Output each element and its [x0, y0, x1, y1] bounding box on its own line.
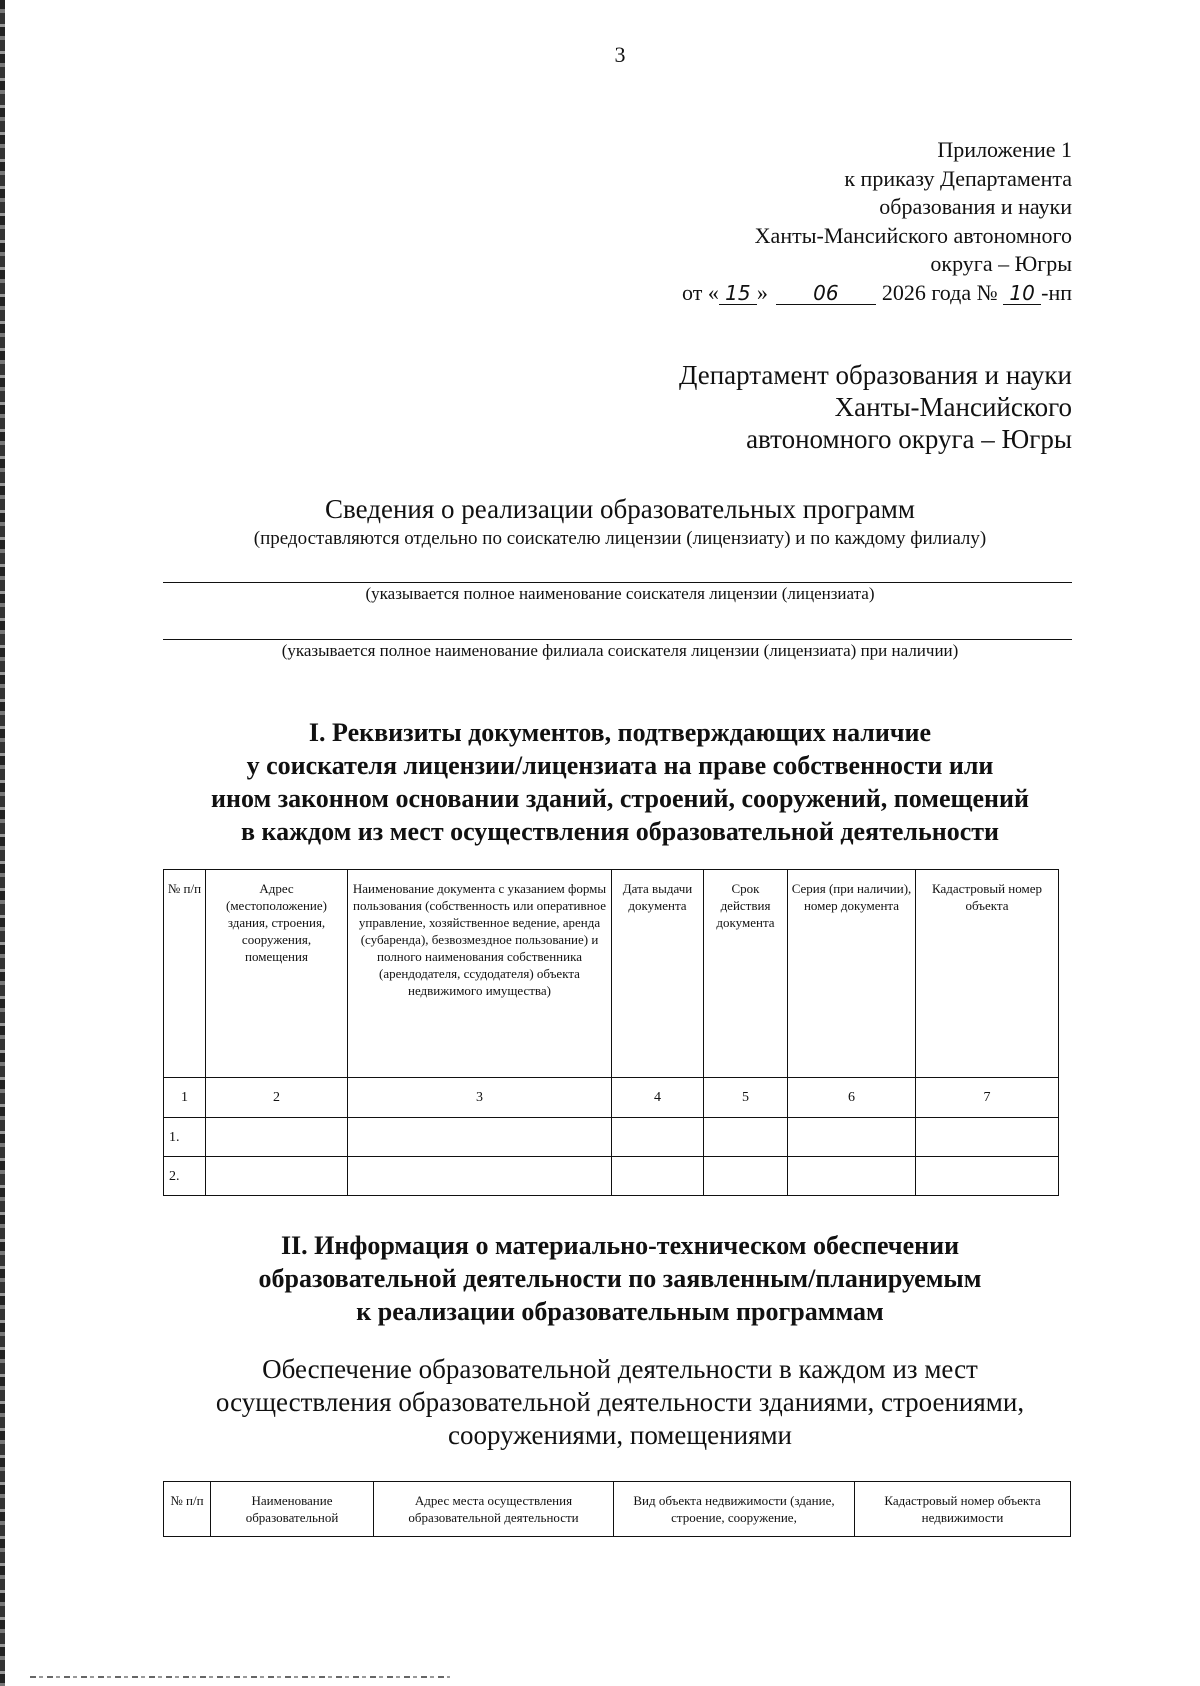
column-number: 6	[788, 1078, 916, 1118]
premises-provision-table	[163, 1481, 1071, 1537]
table-cell	[348, 1118, 612, 1157]
branch-name-line	[163, 639, 1072, 640]
header-cell-number: № п/п	[164, 1482, 211, 1537]
header-cell-activity-address: Адрес места осуществления образовательной деятельности	[374, 1482, 614, 1537]
table-header-row	[164, 1482, 1071, 1537]
scan-bottom-noise	[30, 1676, 450, 1678]
column-number: 1	[164, 1078, 206, 1118]
addressee-block	[679, 359, 1072, 455]
info-title: Сведения о реализации образовательных программ	[325, 494, 915, 524]
order-number-suffix: -нп	[1041, 279, 1072, 305]
appendix-line-1: Приложение 1	[937, 137, 1072, 162]
section-2-heading	[0, 1229, 1200, 1328]
header-cell-issue-date: Дата выдачи документа	[612, 870, 704, 1078]
order-number: 10	[1003, 282, 1041, 305]
header-cell-document-name: Наименование документа с указанием формы пользования (собственность или оперативное управление, хозяйственное ведение, аренда (субаренда), безвозмездное пользование) и полного наименования собственника (арендодателя, ссудодателя) объекта недвижимого имущества)	[348, 870, 612, 1078]
appendix-line-5: округа – Югры	[930, 251, 1072, 276]
table-cell	[206, 1157, 348, 1196]
licensee-name-line	[163, 582, 1072, 583]
table-cell	[916, 1118, 1059, 1157]
header-cell-number: № п/п	[164, 870, 206, 1078]
header-cell-cadastral-number: Кадастровый номер объекта	[916, 870, 1059, 1078]
order-day: 15	[719, 282, 757, 305]
appendix-line-2: к приказу Департамента	[844, 165, 1072, 191]
column-number: 2	[206, 1078, 348, 1118]
table-cell	[704, 1157, 788, 1196]
order-date-line	[682, 279, 1072, 308]
section-1-heading-line: в каждом из мест осуществления образовательной деятельности	[240, 817, 1000, 846]
appendix-block	[682, 136, 1072, 307]
table-row	[164, 1118, 1059, 1157]
section-1-heading-line: у соискателя лицензии/лицензиата на праве собственности или	[246, 751, 994, 780]
section-1-heading	[0, 716, 1200, 848]
page-number: 3	[614, 42, 626, 67]
header-cell-property-type: Вид объекта недвижимости (здание, строение, сооружение,	[614, 1482, 855, 1537]
section-2-heading-line: II. Информация о материально-техническом обеспечении	[280, 1231, 960, 1260]
order-year-text: 2026 года №	[881, 279, 998, 305]
section-1-heading-line: I. Реквизиты документов, подтверждающих наличие	[308, 718, 932, 747]
row-number: 2.	[164, 1157, 206, 1196]
header-cell-cadastral-number: Кадастровый номер объекта недвижимости	[855, 1482, 1071, 1537]
column-numbers-row	[164, 1078, 1059, 1118]
date-prefix: от «	[682, 279, 719, 305]
section-2-heading-line: образовательной деятельности по заявленным/планируемым	[258, 1264, 982, 1293]
header-cell-series-number: Серия (при наличии), номер документа	[788, 870, 916, 1078]
section-1-heading-line: ином законном основании зданий, строений, сооружений, помещений	[211, 784, 1029, 813]
appendix-line-4: Ханты-Мансийского автономного	[754, 222, 1072, 248]
table-cell	[916, 1157, 1059, 1196]
table-cell	[788, 1118, 916, 1157]
header-cell-organization-name: Наименование образовательной	[211, 1482, 374, 1537]
table-cell	[612, 1118, 704, 1157]
column-number: 7	[916, 1078, 1059, 1118]
info-note: (предоставляются отдельно по соискателю лицензии (лицензиату) и по каждому филиалу)	[253, 528, 987, 549]
table-header-row	[164, 870, 1059, 1078]
column-number: 4	[612, 1078, 704, 1118]
column-number: 3	[348, 1078, 612, 1118]
table-cell	[348, 1157, 612, 1196]
section-2-heading-line: к реализации образовательным программам	[356, 1297, 884, 1326]
addressee-line-2: Ханты-Мансийского	[834, 392, 1072, 422]
table-row	[164, 1157, 1059, 1196]
table-cell	[704, 1118, 788, 1157]
header-cell-address: Адрес (местоположение) здания, строения, сооружения, помещения	[206, 870, 348, 1078]
order-month: 06	[776, 282, 876, 305]
table-cell	[788, 1157, 916, 1196]
section-2-subheading-line: Обеспечение образовательной деятельности в каждом из мест	[262, 1354, 978, 1384]
addressee-line-1: Департамент образования и науки	[679, 360, 1072, 390]
licensee-name-note: (указывается полное наименование соискателя лицензии (лицензиата)	[365, 584, 875, 603]
date-mid: »	[756, 279, 768, 305]
table-cell	[206, 1118, 348, 1157]
appendix-line-3: образования и науки	[879, 194, 1072, 219]
section-2-subheading-line: осуществления образовательной деятельности зданиями, строениями,	[215, 1387, 1025, 1417]
branch-name-note: (указывается полное наименование филиала соискателя лицензии (лицензиата) при наличии)	[281, 641, 959, 660]
premises-documents-table	[163, 869, 1059, 1196]
table-cell	[612, 1157, 704, 1196]
section-2-subheading	[0, 1353, 1200, 1452]
addressee-line-3: автономного округа – Югры	[746, 424, 1072, 454]
header-cell-validity: Срок действия документа	[704, 870, 788, 1078]
row-number: 1.	[164, 1118, 206, 1157]
column-number: 5	[704, 1078, 788, 1118]
section-2-subheading-line: сооружениями, помещениями	[447, 1420, 793, 1450]
